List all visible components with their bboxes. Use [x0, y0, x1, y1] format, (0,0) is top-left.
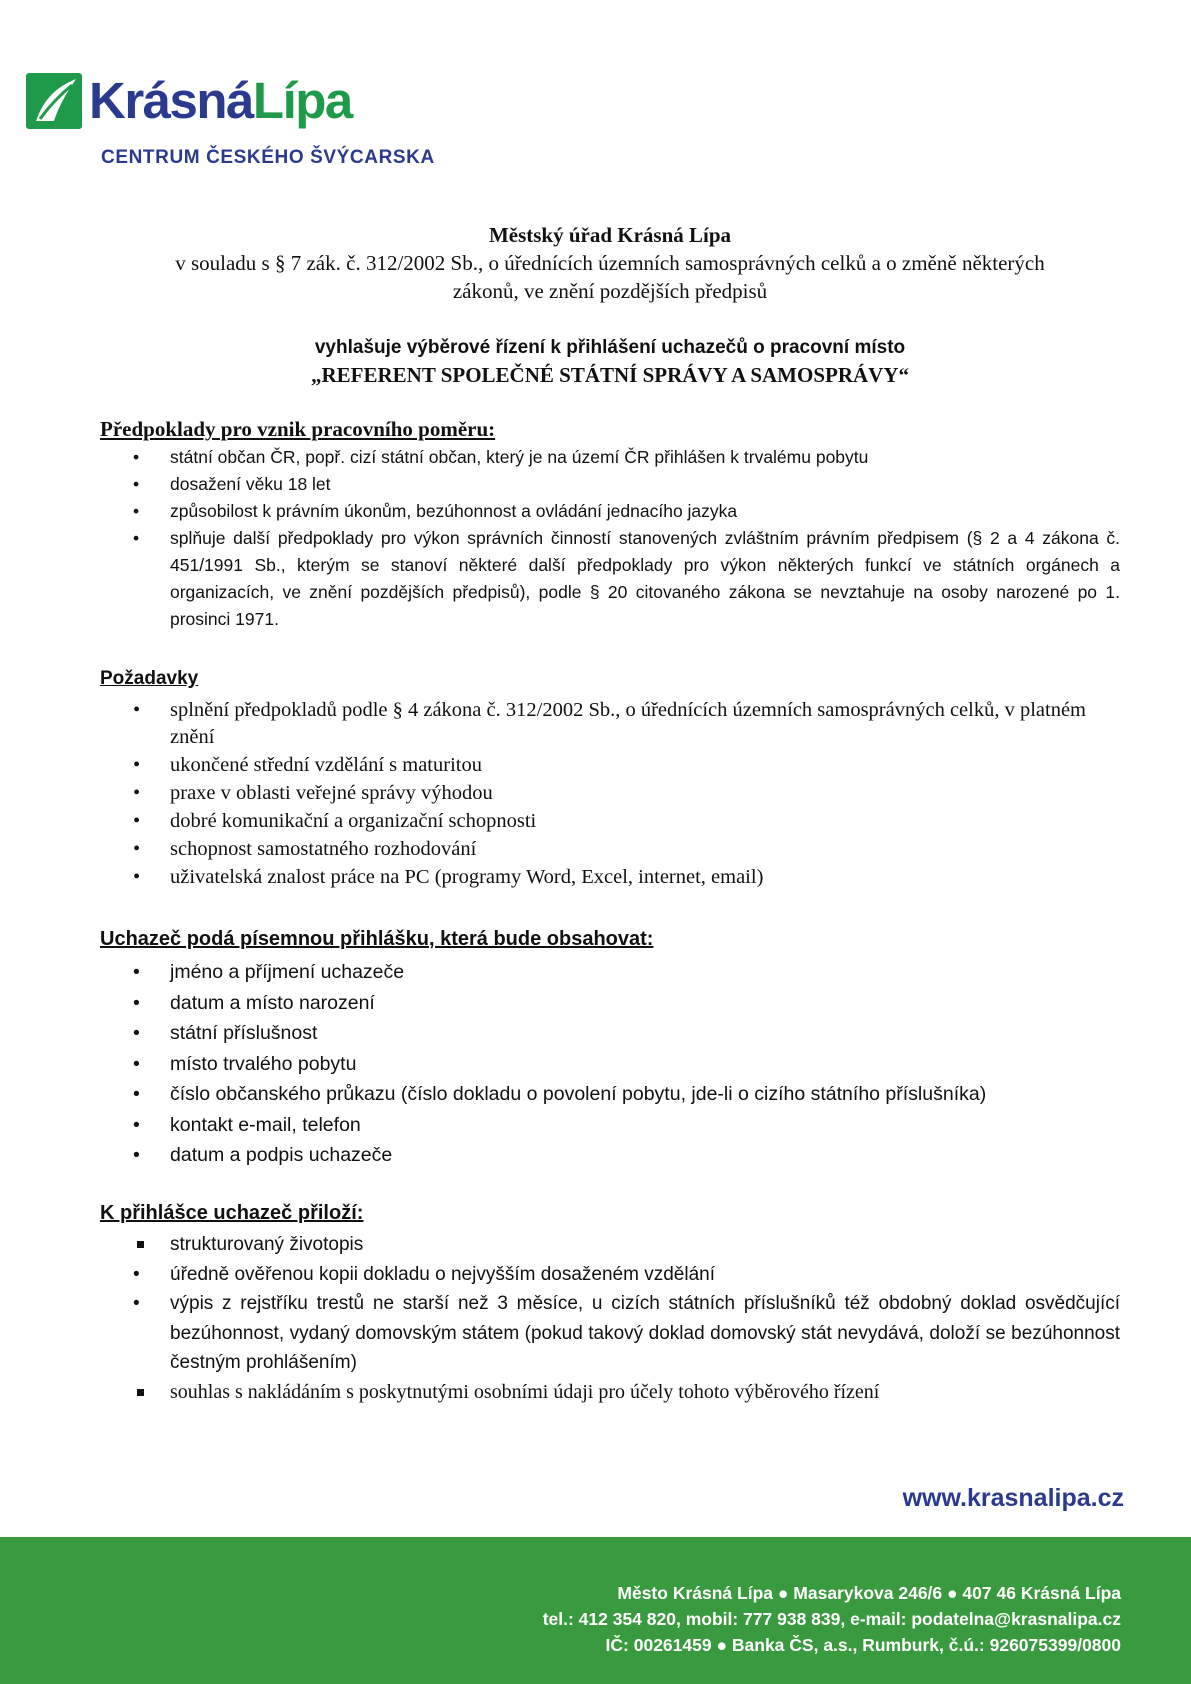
bullet-dot-icon: •	[133, 1293, 140, 1314]
square-bullet-icon	[137, 1241, 144, 1248]
list-item: souhlas s nakládáním s poskytnutými osobními údaji pro účely tohoto výběrového řízení	[0, 1378, 1120, 1408]
bullet-dot-icon: •	[133, 1263, 140, 1285]
list-item: • datum a podpis uchazeče	[0, 1140, 1120, 1171]
legal-line-1: v souladu s § 7 zák. č. 312/2002 Sb., o úřednících územních samosprávných celků a o změně některých	[175, 251, 1045, 275]
logo	[26, 70, 435, 180]
footer-bank: IČ: 00261459 ● Banka ČS, a.s., Rumburk, č.ú.: 926075399/0800	[605, 1635, 1121, 1655]
list-item: • schopnost samostatného rozhodování	[0, 835, 1120, 863]
list-item: • místo trvalého pobytu	[0, 1049, 1120, 1080]
bullet-dot-icon: •	[133, 1144, 140, 1166]
section-title-prerequisites: Předpoklady pro vznik pracovního poměru:	[100, 417, 496, 441]
announcement-line: vyhlašuje výběrové řízení k přihlášení uchazečů o pracovní místo	[314, 337, 906, 358]
legal-line-2: zákonů, ve znění pozdějších předpisů	[452, 279, 768, 303]
list-item: • číslo občanského průkazu (číslo dokladu o povolení pobytu, jde-li o cizího státního příslušníka)	[0, 1079, 1120, 1110]
list-item: • státní příslušnost	[0, 1018, 1120, 1049]
logo-tagline: CENTRUM ČESKÉHO ŠVÝCARSKA	[101, 147, 435, 168]
position-title: „REFERENT SPOLEČNÉ STÁTNÍ SPRÁVY A SAMOSPRÁVY“	[310, 363, 910, 387]
document-header	[100, 221, 1120, 305]
square-bullet-icon	[137, 1389, 144, 1396]
bullet-dot-icon: •	[133, 991, 140, 1014]
bullet-dot-icon: •	[133, 699, 141, 721]
list-item: • uživatelská znalost práce na PC (programy Word, Excel, internet, email)	[0, 863, 1120, 891]
logo-name-part1: Krásná	[89, 72, 253, 129]
bullet-dot-icon: •	[133, 447, 140, 467]
bullet-dot-icon: •	[133, 1083, 140, 1105]
announcement	[100, 335, 1120, 389]
bullet-dot-icon: •	[133, 961, 140, 983]
office-title: Městský úřad Krásná Lípa	[488, 223, 732, 247]
list-attachments	[0, 1230, 1120, 1407]
bullet-dot-icon: •	[133, 1113, 140, 1136]
list-requirements	[0, 697, 1120, 891]
logo-name-part2: Lípa	[252, 72, 352, 129]
footer-address: Město Krásná Lípa ● Masarykova 246/6 ● 407 46 Krásná Lípa	[617, 1583, 1121, 1603]
list-item: • splňuje další předpoklady pro výkon správních činností stanovených zvláštním právním předpisem (§ 2 a 4 zákona č. 451/1991 Sb., kterým se stanoví některé další předpoklady pro výkon některých funkcí ve státních orgánech a organizacích, ve znění pozdějších předpisů), podle § 20 citovaného zákona se nevztahuje na osoby narozené po 1. prosinci 1971.	[0, 525, 1120, 633]
list-prerequisites	[0, 444, 1120, 633]
bullet-dot-icon: •	[133, 754, 141, 776]
list-item: • státní občan ČR, popř. cizí státní občan, který je na území ČR přihlášen k trvalému pobytu	[0, 444, 1120, 471]
list-item: • ukončené střední vzdělání s maturitou	[0, 751, 1120, 779]
section-title-requirements: Požadavky	[100, 668, 199, 689]
bullet-dot-icon: •	[133, 1052, 140, 1075]
bullet-dot-icon: •	[133, 474, 140, 494]
bullet-dot-icon: •	[133, 810, 141, 832]
bullet-dot-icon: •	[133, 1022, 140, 1044]
list-item: • způsobilost k právním úkonům, bezúhonnost a ovládání jednacího jazyka	[0, 498, 1120, 525]
bullet-dot-icon: •	[133, 866, 141, 888]
list-item: • úředně ověřenou kopii dokladu o nejvyšším dosaženém vzdělání	[0, 1260, 1120, 1290]
footer-bar	[0, 1537, 1191, 1684]
website-link[interactable]: www.krasnalipa.cz	[902, 1484, 1124, 1512]
bullet-dot-icon: •	[133, 782, 141, 804]
leaf-logo-icon	[26, 73, 82, 129]
list-item: • výpis z rejstříku trestů ne starší než 3 měsíce, u cizích státních příslušníků též obdobný doklad osvědčující bezúhonnost, vydaný domovským státem (pokud takový doklad domovský stát nevydává, doloží se bezúhonnost čestným prohlášením)	[0, 1289, 1120, 1378]
list-item: • praxe v oblasti veřejné správy výhodou	[0, 779, 1120, 807]
bullet-dot-icon: •	[133, 528, 140, 548]
list-item: • splnění předpokladů podle § 4 zákona č. 312/2002 Sb., o úřednících územních samosprávných celků, v platném znění	[133, 699, 1087, 748]
list-item: • dobré komunikační a organizační schopnosti	[0, 807, 1120, 835]
section-title-attachments: K přihlášce uchazeč přiloží:	[100, 1202, 364, 1224]
list-item: • kontakt e-mail, telefon	[0, 1110, 1120, 1141]
list-application	[0, 957, 1120, 1171]
logo-wordmark	[89, 70, 352, 132]
list-item: strukturovaný životopis	[0, 1230, 1120, 1260]
bullet-dot-icon: •	[133, 838, 141, 860]
footer-contact: tel.: 412 354 820, mobil: 777 938 839, e-mail: podatelna@krasnalipa.cz	[542, 1609, 1121, 1629]
list-item: • datum a místo narození	[0, 988, 1120, 1019]
list-item: • jméno a příjmení uchazeče	[0, 957, 1120, 988]
list-item: • dosažení věku 18 let	[0, 471, 1120, 498]
section-title-application: Uchazeč podá písemnou přihlášku, která bude obsahovat:	[100, 928, 654, 950]
bullet-dot-icon: •	[133, 501, 140, 521]
